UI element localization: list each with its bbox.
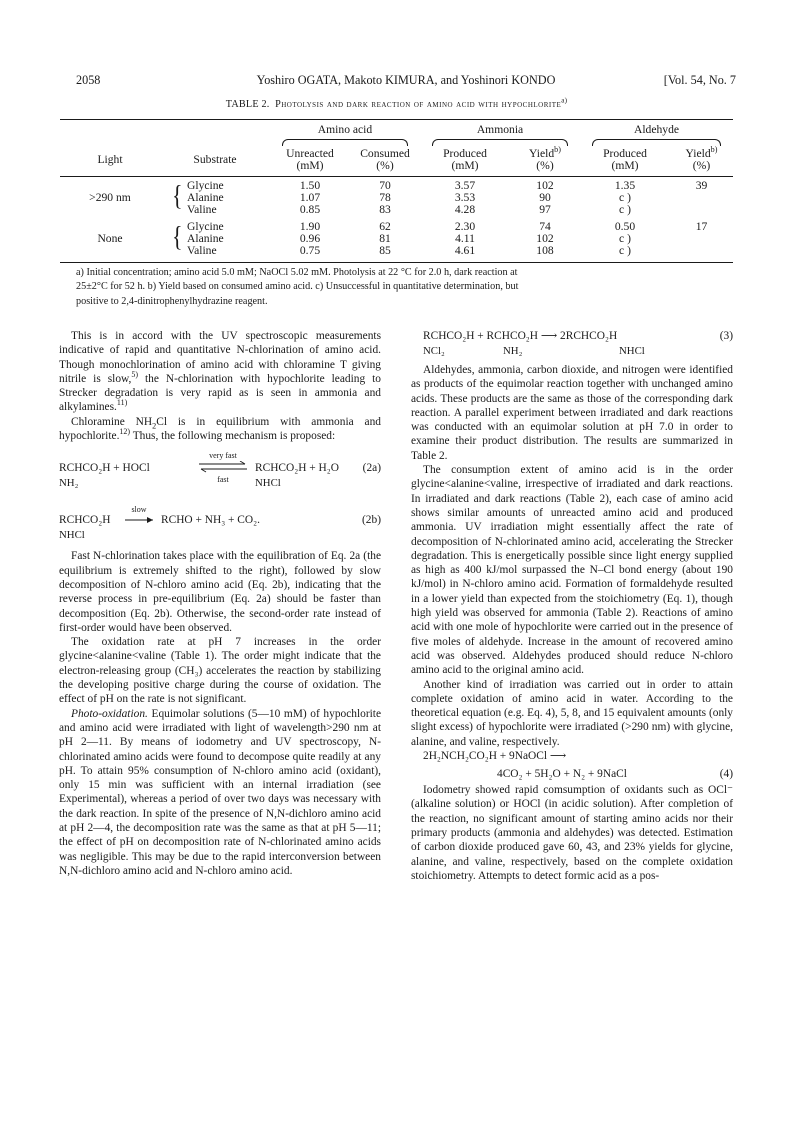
running-header	[76, 73, 736, 91]
nh3-cell: 4.11	[455, 232, 475, 245]
nh3-cell: 4.28	[454, 203, 476, 216]
table-caption	[60, 96, 733, 110]
ald-yield-cell	[670, 204, 733, 216]
eq-line: 2H₂NCH₂CO₂H + 9NaOCl ⟶	[423, 750, 567, 763]
equation-4	[411, 749, 733, 783]
arrow-label: fast	[217, 475, 229, 485]
ald-cell: c )	[619, 244, 631, 257]
col-header-unreacted: Unreacted	[286, 147, 334, 160]
consumed-cell: 70	[379, 179, 391, 192]
group-header-ammonia: Ammonia	[420, 120, 580, 137]
equation-number: (2a)	[362, 462, 381, 475]
consumed-cell: 83	[379, 203, 391, 216]
col-header-substrate: Substrate	[193, 153, 237, 166]
eq-substituent: NHCl	[59, 529, 85, 542]
substrate-cell: Alanine	[187, 191, 224, 204]
group-header-amino-acid: Amino acid	[270, 120, 420, 137]
substrate-cell: Valine	[187, 203, 217, 216]
light-cell: >290 nm	[89, 191, 131, 204]
left-column	[59, 329, 381, 878]
unreacted-cell: 0.75	[299, 244, 321, 257]
paragraph: This is in accord with the UV spectroscopic measurements indicative of rapid and quantitative N-chlorination of amino acid. Though monochlorination of amino acid with chloramine T giving nitrile is slow,$^{5)}$ the N-chlorination with hypochlorite leading to Strecker degradation is very rapid as is seen in ammonia and alkylamines.$^{11)}$	[59, 330, 381, 414]
equation-number: (3)	[719, 330, 733, 342]
nh3-yield-cell: 90	[539, 191, 551, 204]
col-header-ald-yield: Yield$^{b)}$	[685, 145, 718, 160]
table-header-row	[60, 120, 733, 137]
unit-label: (mM)	[611, 159, 639, 172]
equation-number: (4)	[719, 768, 733, 781]
substrate-cell: { Glycine	[160, 221, 270, 233]
unreacted-cell: 0.85	[299, 203, 321, 216]
group-header-aldehyde: Aldehyde	[580, 120, 733, 137]
paragraph: The oxidation rate at pH 7 increases in the order glycine<alanine<valine (Table 1). The order might indicate that the electron-releasing group (CH₃) accelerates the reaction by stabilizing the developing positive charge during the course of oxidation. The effect of pH on the rate is not significant.	[59, 636, 381, 706]
paragraph: Chloramine $NH_2Cl$ is in equilibrium with ammonia and hypochlorite.$^{12)}$ Thus, the following mechanism is proposed:	[59, 415, 381, 443]
table-row	[60, 204, 733, 216]
substrate-cell: Alanine	[187, 232, 224, 245]
nh3-yield-cell: 74	[539, 220, 551, 233]
table-caption-footnote-mark: a)	[561, 96, 568, 105]
ald-cell: c )	[619, 191, 631, 204]
ald-yield-cell: 39	[695, 179, 708, 192]
brace-icon: {	[172, 220, 183, 253]
table-row	[60, 221, 733, 233]
paragraph: Iodometry showed rapid comsumption of oxidants such as OCl⁻ (alkaline solution) or HOCl (in acidic solution). After completion of the reaction, no significant amount of starting amino acids nor their primary products (ammonia and aldehydes) was detected. Estimation of carbon dioxide produced gave 60, 43, and 23% yields for glycine, alanine, and valine, respectively, based on the complete oxidation stoichiometry. Attempts to detect formic acid as a pos-	[411, 784, 733, 882]
ald-yield-cell	[670, 192, 733, 204]
equation-2b	[59, 501, 381, 543]
arrow-label: slow	[131, 505, 147, 515]
table-label: TABLE 2.	[225, 99, 270, 110]
equation-2a	[59, 449, 381, 501]
substrate-cell: { Glycine	[160, 180, 270, 192]
table-row	[60, 245, 733, 257]
ald-cell: c )	[619, 203, 631, 216]
right-column	[411, 329, 733, 883]
eq-substituent: NHCl	[255, 477, 281, 490]
col-header-consumed: Consumed	[360, 147, 410, 160]
reaction-arrow-icon	[125, 516, 155, 524]
col-header-nh3-yield: Yield$^{b)}$	[529, 145, 561, 160]
paragraph: Fast N-chlorination takes place with the equilibration of Eq. 2a (the equilibrium is extremely shifted to the right), followed by slow decomposition of N-chloro amino acid (Eq. 2b), indicating that the reverse process in pre-equilibrium (Eq. 2a) should be faster than decomposition (Eq. 2b). Otherwise, the second-order rate instead of first-order would have been observed.	[59, 550, 381, 634]
nh3-yield-cell: 102	[536, 232, 554, 245]
nh3-yield-cell: 102	[536, 179, 554, 192]
unit-label: (mM)	[296, 159, 324, 172]
consumed-cell: 62	[379, 220, 391, 233]
col-header-ald-produced: Produced	[603, 147, 647, 160]
eq-left: RCHCO₂H + HOCl	[59, 462, 150, 475]
unreacted-cell: 1.50	[299, 179, 321, 192]
table-row	[60, 192, 733, 204]
table-row	[60, 233, 733, 245]
unit-label: (%)	[536, 159, 554, 172]
footnote-line: positive to 2,4-dinitrophenylhydrazine reagent.	[76, 295, 268, 307]
eq-substituent: NH₂	[503, 345, 523, 357]
volume-info: [Vol. 54, No. 7	[663, 73, 736, 87]
light-cell: None	[97, 232, 123, 245]
brace-icon: {	[172, 179, 183, 212]
ald-yield-cell	[670, 245, 733, 257]
footnote-line: a) Initial concentration; amino acid 5.0 mM; NaOCl 5.02 mM. Photolysis at 22 °C for 2.0 h, dark reaction at	[76, 267, 518, 278]
unit-label: (mM)	[451, 159, 479, 172]
table-title: Photolysis and dark reaction of amino acid with hypochlorite	[275, 99, 562, 110]
paragraph: Aldehydes, ammonia, carbon dioxide, and nitrogen were identified as products of the equimolar reaction together with unchanged amino acids. These products are the same as those of the corresponding dark reaction. A parallel experiment between irradiated and dark reactions was conducted with an equimolar solution at pH 7.0 in order to examine their product distribution. The results are summarized in Table 2.	[411, 364, 733, 462]
unreacted-cell: 0.96	[299, 232, 321, 245]
col-header-nh3-produced: Produced	[443, 147, 487, 160]
unreacted-cell: 1.90	[299, 220, 321, 233]
data-table	[60, 119, 733, 263]
substrate-cell: Valine	[187, 244, 217, 257]
footnote-line: 25±2°C for 52 h. b) Yield based on consumed amino acid. c) Unsuccessful in quantitative determination, but	[76, 281, 519, 293]
ald-cell: c )	[619, 232, 631, 245]
nh3-cell: 3.57	[454, 179, 476, 192]
paragraph: Photo-oxidation. Equimolar solutions (5—10 mM) of hypochlorite and amino acid were irradiated with light of wavelength>290 nm at pH 2—11. By means of iodometry and UV spectroscopy, N-chlorinated amino acids were found to decompose quite readily at any pH. To attain 95% consumption of N-chloro amino acid (oxidant), only 15 min was sufficient with an internal irradiation (see Experimental), whereas a period of over two days was necessary with the dark reaction. In spite of the presence of N,N-dichloro amino acid at pH 2—4, the decomposition rate was the same as that at pH 5—11; the effect of pH on decomposition rate of N-chlorinated amino acids was negligible. This may be due to the rapid interconversion between N,N-dichloro amino acid and N-chloro amino acid.	[59, 707, 381, 877]
eq-right: RCHCO₂H + H₂O	[255, 462, 339, 475]
eq-text: RCHCO₂H + RCHCO₂H ⟶ 2RCHCO₂H	[423, 330, 618, 342]
eq-line: 4CO₂ + 5H₂O + N₂ + 9NaCl	[497, 768, 627, 781]
page-number: 2058	[76, 73, 101, 87]
consumed-cell: 78	[379, 191, 391, 204]
equation-number: (2b)	[362, 514, 381, 527]
consumed-cell: 85	[379, 244, 391, 257]
ald-yield-cell	[670, 233, 733, 245]
ald-cell: 1.35	[614, 179, 636, 192]
nh3-yield-cell: 97	[539, 203, 551, 216]
nh3-cell: 3.53	[454, 191, 476, 204]
paragraph: Another kind of irradiation was carried out in order to attain complete oxidation of amino acid in water. According to the theoretical equation (e.g. Eq. 4), 5, 8, and 15 equivalent amounts (only slight excess) of hypochlorite were irradiated (>290 nm) with glycine, alanine, and valine, respectively.	[411, 678, 733, 748]
ald-cell: 0.50	[614, 220, 636, 233]
unreacted-cell: 1.07	[299, 191, 321, 204]
eq-substituent: NCl₂	[423, 345, 445, 357]
ald-yield-cell: 17	[695, 220, 708, 233]
unit-label: (%)	[376, 159, 394, 172]
equilibrium-arrow-icon	[199, 461, 247, 473]
arrow-label: very fast	[209, 451, 237, 461]
table-footnotes	[76, 266, 733, 309]
consumed-cell: 81	[379, 232, 391, 245]
equation-3	[411, 329, 733, 357]
col-header-light: Light	[97, 153, 123, 166]
nh3-cell: 2.30	[454, 220, 476, 233]
running-authors: Yoshiro OGATA, Makoto KIMURA, and Yoshinori KONDO	[256, 73, 556, 87]
eq-right: RCHO + NH₃ + CO₂.	[161, 514, 260, 527]
nh3-cell: 4.61	[454, 244, 476, 257]
unit-label: (%)	[692, 159, 711, 172]
eq-left: RCHCO₂H	[59, 514, 111, 527]
eq-substituent: NHCl	[619, 345, 645, 357]
table-row	[60, 180, 733, 192]
nh3-yield-cell: 108	[536, 244, 554, 257]
paragraph: The consumption extent of amino acid is in the order glycine<alanine<valine, irrespective of irradiated and dark reactions. In irradiated and dark reactions (Table 2), each case of amino acid shows similar amounts of unreacted amino acid and produced ammonia. UV irradiation might essentially affect the rate of decomposition of N-chlorinated amino acid, accelerating the Strecker degradation. This is energetically possible since light energy supplied as high as 400 kJ/mol surpassed the N–Cl bond energy (about 190 kJ/mol) in N-chloro amino acid. Formation of formaldehyde resulted in a lower yield than expected from the stoichiometry (Eq. 1), though high yield was observed for ammonia (Table 2). Reactions of amino acid with one mole of hypochlorite were carried out in the presence of five moles of aldehyde. Increase in the amount of recovered amino acid was observed. Aldehydes produced should reduce N-chloro amino acid to the original amino acid.	[411, 464, 733, 677]
eq-substituent: NH₂	[59, 477, 79, 490]
